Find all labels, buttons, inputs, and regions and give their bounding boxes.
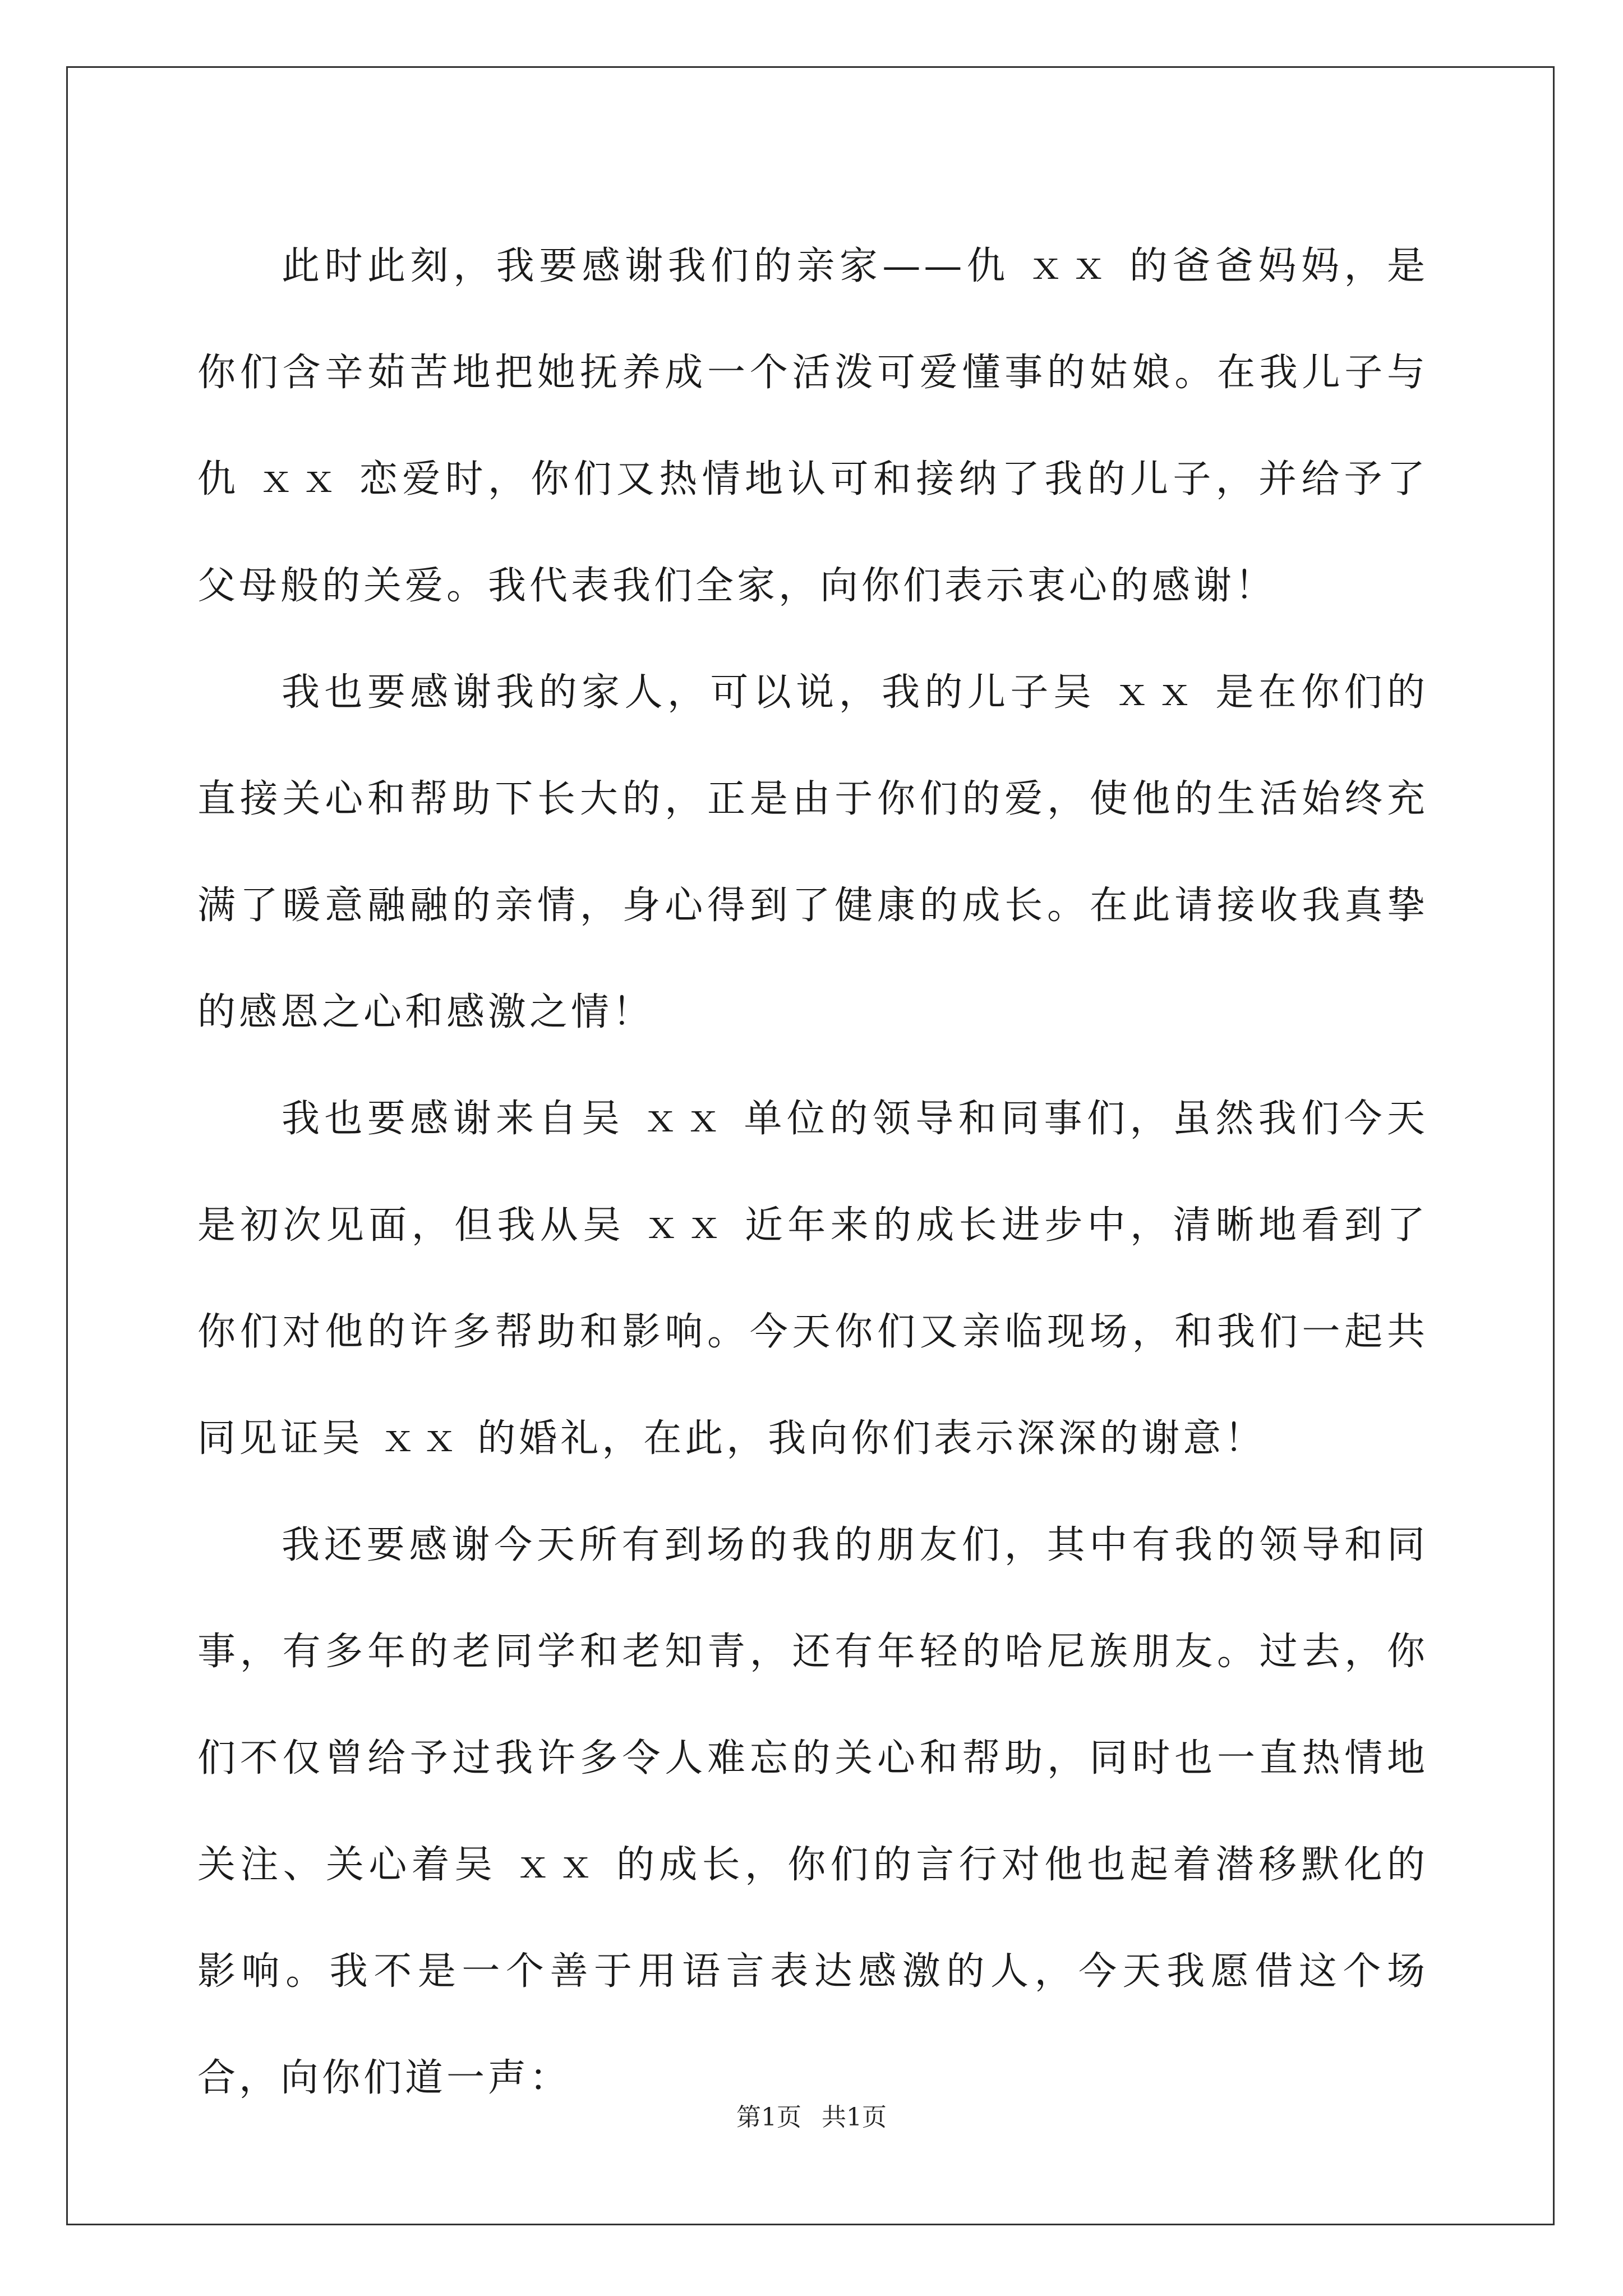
paragraph: 我还要感谢今天所有到场的我的朋友们，其中有我的领导和同事，有多年的老同学和老知青，还有年轻的哈尼族朋友。过去，你们不仅曾给予过我许多令人难忘的关心和帮助，同时也一直热情地关注、关心着吴 ｘｘ 的成长，你们的言行对他也起着潜移默化的影响。我不是一个善于用语言表达感激的人，今天我愿借这个场合，向你们道一声：	[197, 1523, 1428, 2100]
paragraph: 此时此刻，我要感谢我们的亲家——仇 ｘｘ 的爸爸妈妈，是你们含辛茹苦地把她抚养成一个活泼可爱懂事的姑娘。在我儿子与仇 ｘｘ 恋爱时，你们又热情地认可和接纳了我的儿子，并给予了父母般的关爱。我代表我们全家，向你们表示衷心的感谢！	[197, 244, 1428, 608]
page-footer	[0, 2101, 1623, 2134]
paragraph: 我也要感谢我的家人，可以说，我的儿子吴 ｘｘ 是在你们的直接关心和帮助下长大的，正是由于你们的爱，使他的生活始终充满了暖意融融的亲情，身心得到了健康的成长。在此请接收我真挚的感恩之心和感激之情！	[197, 670, 1428, 1034]
paragraph: 我也要感谢来自吴 ｘｘ 单位的领导和同事们，虽然我们今天是初次见面，但我从吴 ｘｘ 近年来的成长进步中，清晰地看到了你们对他的许多帮助和影响。今天你们又亲临现场，和我们一起共同见证吴 ｘｘ 的婚礼，在此，我向你们表示深深的谢意！	[197, 1097, 1428, 1461]
page-number-total: 共1页	[822, 2103, 887, 2132]
page-number-current: 第1页	[736, 2103, 801, 2132]
document-body	[197, 213, 1428, 2132]
